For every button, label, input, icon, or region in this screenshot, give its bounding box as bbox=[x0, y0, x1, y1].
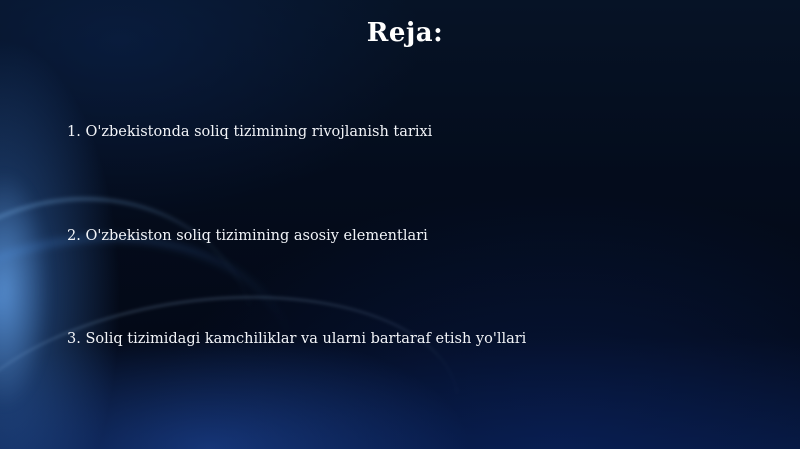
background-glow bbox=[0, 170, 50, 410]
plan-item-3: 3. Soliq tizimidagi kamchiliklar va ularni bartaraf etish yo'llari bbox=[67, 331, 527, 347]
slide-title: Reja: bbox=[366, 18, 444, 48]
background-light-streak bbox=[0, 265, 476, 449]
plan-item-1: 1. O'zbekistonda soliq tizimining rivojlanish tarixi bbox=[67, 124, 433, 140]
plan-item-2: 2. O'zbekiston soliq tizimining asosiy elementlari bbox=[67, 228, 428, 244]
